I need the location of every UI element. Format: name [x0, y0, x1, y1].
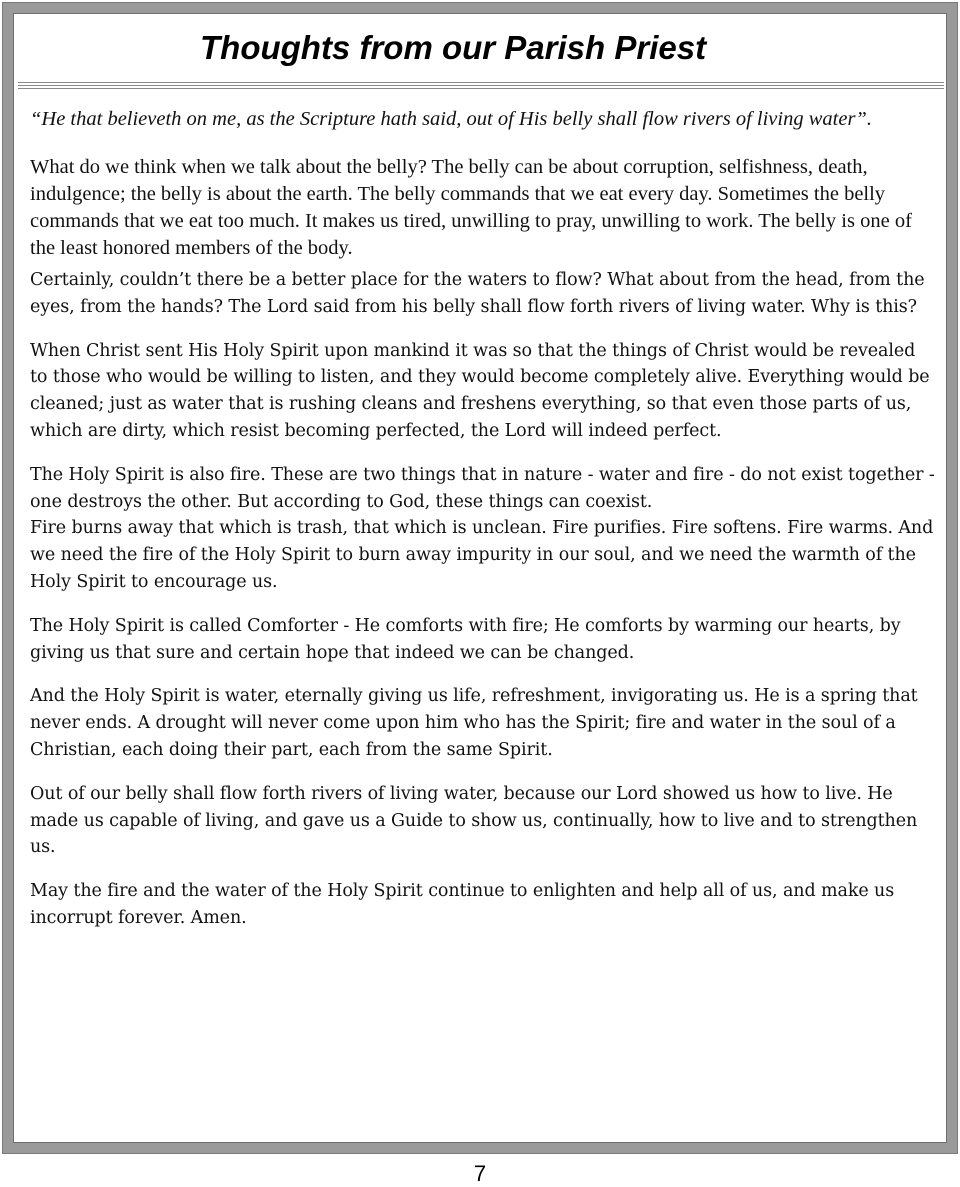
article-paragraph: Certainly, couldn’t there be a better place for the waters to flow? What about from the head, from the eyes, from the hands? The Lord said from his belly shall flow forth rivers of living water. Why is this? — [30, 270, 925, 317]
divider-line — [18, 88, 944, 89]
page-title: Thoughts from our Parish Priest — [200, 29, 707, 66]
scripture-quote: “He that believeth on me, as the Scripture hath said, out of His belly shall flow rivers of living water”. — [30, 108, 872, 130]
article-paragraph: Fire burns away that which is trash, that which is unclean. Fire purifies. Fire softens. Fire warms. And we need the fire of the Holy Spirit to burn away impurity in our soul, and we need the warmth of the Holy Spirit to encourage us. — [30, 518, 934, 592]
article-paragraph: The Holy Spirit is also fire. These are two things that in nature - water and fire - do not exist together - one destroys the other. But according to God, these things can coexist. — [30, 464, 935, 512]
divider-line — [18, 85, 944, 86]
article-paragraph: What do we think when we talk about the belly? The belly can be about corruption, selfishness, death, indulgence; the belly is about the earth. The belly commands that we eat every day. Sometimes the belly commands that we eat too much. It makes us tired, unwilling to pray, unwilling to work. The belly is one of the least honored members of the body. — [30, 156, 912, 259]
page-number: 7 — [473, 1161, 487, 1186]
divider-line — [18, 82, 944, 83]
article-paragraph: Out of our belly shall flow forth rivers of living water, because our Lord showed us how to live. He made us capable of living, and gave us a Guide to show us, continually, how to live and to strengthen us. — [30, 783, 918, 858]
article-paragraph: And the Holy Spirit is water, eternally giving us life, refreshment, invigorating us. He is a spring that never ends. A drought will never come upon him who has the Spirit; fire and water in the soul of a Christian, each doing their part, each from the same Spirit. — [30, 686, 918, 760]
article-paragraph: When Christ sent His Holy Spirit upon mankind it was so that the things of Christ would be revealed to those who would be willing to listen, and they would become completely alive. Everything would be cleaned; just as water that is rushing cleans and freshens everything, so that even those parts of us, which are dirty, which resist becoming perfected, the Lord will indeed perfect. — [30, 340, 930, 441]
article-paragraph: The Holy Spirit is called Comforter - He comforts with fire; He comforts by warming our hearts, by giving us that sure and certain hope that indeed we can be changed. — [30, 615, 901, 663]
article-body — [30, 106, 935, 949]
article-paragraph: May the fire and the water of the Holy Spirit continue to enlighten and help all of us, and make us incorrupt forever. Amen. — [30, 881, 895, 928]
title-divider — [18, 82, 944, 91]
